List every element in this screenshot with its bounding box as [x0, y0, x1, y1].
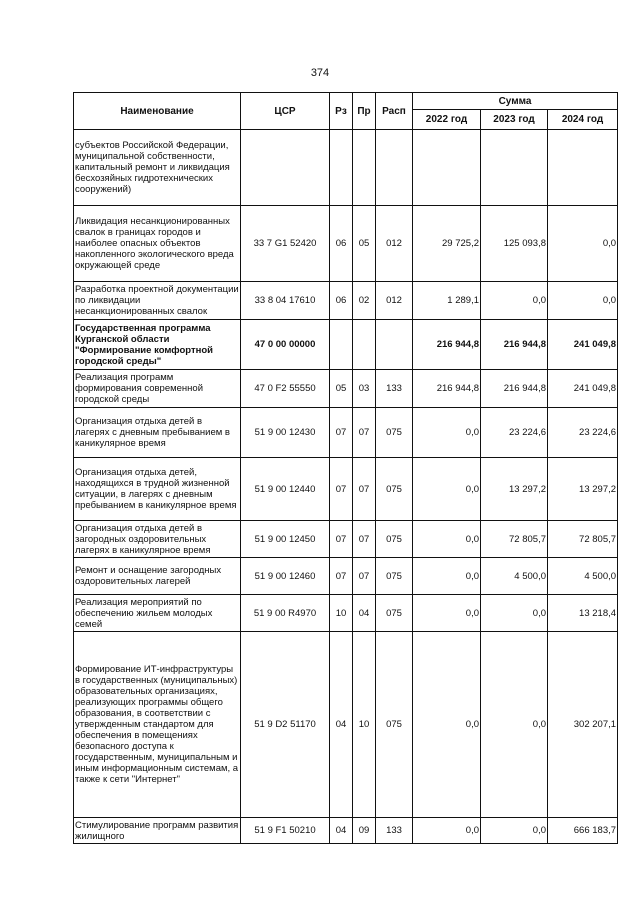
- row-rz: [330, 320, 353, 370]
- row-name: Реализация мероприятий по обеспечению жильем молодых семей: [74, 595, 241, 632]
- header-year-2023: 2023 год: [481, 110, 548, 130]
- row-sum-2023: 0,0: [481, 282, 548, 320]
- row-rasp: [376, 320, 413, 370]
- row-sum-2022: [413, 130, 481, 206]
- row-pr: 03: [353, 370, 376, 408]
- row-rasp: [376, 130, 413, 206]
- row-rz: 06: [330, 282, 353, 320]
- row-name: Реализация программ формирования современной городской среды: [74, 370, 241, 408]
- header-csr: ЦСР: [241, 93, 330, 130]
- row-name: Организация отдыха детей в загородных оздоровительных лагерях в каникулярное время: [74, 521, 241, 558]
- row-sum-2023: 13 297,2: [481, 458, 548, 521]
- row-rz: [330, 130, 353, 206]
- row-rasp: 133: [376, 818, 413, 844]
- row-csr: 51 9 D2 51170: [241, 632, 330, 818]
- table-row: [74, 458, 618, 521]
- row-sum-2024: [548, 130, 618, 206]
- row-sum-2022: 0,0: [413, 818, 481, 844]
- row-name: Ликвидация несанкционированных свалок в границах городов и наиболее опасных объектов накопленного экологического вреда окружающей среде: [74, 206, 241, 282]
- budget-table: [73, 92, 618, 844]
- row-sum-2024: 241 049,8: [548, 370, 618, 408]
- row-sum-2022: 0,0: [413, 458, 481, 521]
- row-csr: 51 9 F1 50210: [241, 818, 330, 844]
- row-pr: 07: [353, 521, 376, 558]
- table-row: [74, 370, 618, 408]
- table-row: [74, 632, 618, 818]
- row-sum-2023: 0,0: [481, 595, 548, 632]
- row-sum-2024: 72 805,7: [548, 521, 618, 558]
- row-name: Организация отдыха детей, находящихся в трудной жизненной ситуации, в лагерях с дневным пребыванием в каникулярное время: [74, 458, 241, 521]
- row-rz: 07: [330, 408, 353, 458]
- row-sum-2024: 13 297,2: [548, 458, 618, 521]
- table-body: [74, 130, 618, 844]
- table-row: [74, 818, 618, 844]
- row-sum-2024: 302 207,1: [548, 632, 618, 818]
- row-pr: 07: [353, 558, 376, 595]
- row-pr: 09: [353, 818, 376, 844]
- header-rz: Рз: [330, 93, 353, 130]
- row-csr: 47 0 F2 55550: [241, 370, 330, 408]
- row-name: субъектов Российской Федерации, муниципальной собственности, капитальный ремонт и ликвидация бесхозяйных гидротехнических сооружений): [74, 130, 241, 206]
- row-rasp: 075: [376, 558, 413, 595]
- row-pr: 07: [353, 408, 376, 458]
- row-pr: [353, 320, 376, 370]
- row-sum-2022: 1 289,1: [413, 282, 481, 320]
- table-row: [74, 521, 618, 558]
- row-sum-2022: 0,0: [413, 521, 481, 558]
- row-name: Ремонт и оснащение загородных оздоровительных лагерей: [74, 558, 241, 595]
- row-sum-2023: 216 944,8: [481, 320, 548, 370]
- row-rz: 10: [330, 595, 353, 632]
- header-pr: Пр: [353, 93, 376, 130]
- row-csr: 51 9 00 12460: [241, 558, 330, 595]
- table-row: [74, 206, 618, 282]
- row-rz: 05: [330, 370, 353, 408]
- table-row: [74, 320, 618, 370]
- row-sum-2022: 0,0: [413, 632, 481, 818]
- header-name: Наименование: [74, 93, 241, 130]
- row-name: Стимулирование программ развития жилищного: [74, 818, 241, 844]
- row-rz: 06: [330, 206, 353, 282]
- row-rz: 07: [330, 521, 353, 558]
- row-rasp: 075: [376, 595, 413, 632]
- row-rasp: 075: [376, 521, 413, 558]
- header-sum: Сумма: [413, 93, 618, 110]
- row-sum-2022: 0,0: [413, 408, 481, 458]
- row-csr: 51 9 00 12450: [241, 521, 330, 558]
- row-sum-2024: 13 218,4: [548, 595, 618, 632]
- row-sum-2023: 72 805,7: [481, 521, 548, 558]
- row-sum-2022: 29 725,2: [413, 206, 481, 282]
- row-pr: 02: [353, 282, 376, 320]
- row-sum-2023: 125 093,8: [481, 206, 548, 282]
- row-csr: 51 9 00 R4970: [241, 595, 330, 632]
- row-sum-2023: 0,0: [481, 818, 548, 844]
- row-csr: 33 8 04 17610: [241, 282, 330, 320]
- row-sum-2023: 4 500,0: [481, 558, 548, 595]
- row-pr: 10: [353, 632, 376, 818]
- row-rasp: 012: [376, 282, 413, 320]
- table-row: [74, 558, 618, 595]
- row-sum-2023: 216 944,8: [481, 370, 548, 408]
- table-row: [74, 595, 618, 632]
- row-pr: 05: [353, 206, 376, 282]
- row-name: Разработка проектной документации по ликвидации несанкционированных свалок: [74, 282, 241, 320]
- row-rz: 07: [330, 558, 353, 595]
- row-sum-2024: 4 500,0: [548, 558, 618, 595]
- row-csr: 51 9 00 12440: [241, 458, 330, 521]
- row-pr: [353, 130, 376, 206]
- table-row: [74, 130, 618, 206]
- row-sum-2024: 241 049,8: [548, 320, 618, 370]
- row-sum-2023: 0,0: [481, 632, 548, 818]
- row-csr: 33 7 G1 52420: [241, 206, 330, 282]
- row-pr: 07: [353, 458, 376, 521]
- row-sum-2022: 0,0: [413, 595, 481, 632]
- row-rasp: 075: [376, 458, 413, 521]
- row-rz: 07: [330, 458, 353, 521]
- header-rasp: Расп: [376, 93, 413, 130]
- row-rz: 04: [330, 818, 353, 844]
- row-name: Формирование ИТ-инфраструктуры в государственных (муниципальных) образовательных организациях, реализующих программы общего образования, в соответствии с утвержденным стандартом для обеспечения в помещениях безопасного доступа к государственным, муниципальным и иным информационным системам, а также к сети "Интернет": [74, 632, 241, 818]
- table-header: [74, 93, 618, 130]
- table-row: [74, 408, 618, 458]
- table-row: [74, 282, 618, 320]
- row-sum-2024: 0,0: [548, 206, 618, 282]
- row-csr: 51 9 00 12430: [241, 408, 330, 458]
- row-rasp: 075: [376, 408, 413, 458]
- row-sum-2024: 23 224,6: [548, 408, 618, 458]
- row-rasp: 012: [376, 206, 413, 282]
- row-sum-2023: [481, 130, 548, 206]
- row-rz: 04: [330, 632, 353, 818]
- row-csr: 47 0 00 00000: [241, 320, 330, 370]
- header-year-2022: 2022 год: [413, 110, 481, 130]
- row-sum-2023: 23 224,6: [481, 408, 548, 458]
- row-rasp: 075: [376, 632, 413, 818]
- row-sum-2022: 216 944,8: [413, 320, 481, 370]
- row-pr: 04: [353, 595, 376, 632]
- row-sum-2024: 666 183,7: [548, 818, 618, 844]
- row-csr: [241, 130, 330, 206]
- row-name: Организация отдыха детей в лагерях с дневным пребыванием в каникулярное время: [74, 408, 241, 458]
- page-number: 374: [310, 67, 330, 79]
- row-sum-2024: 0,0: [548, 282, 618, 320]
- row-sum-2022: 0,0: [413, 558, 481, 595]
- row-rasp: 133: [376, 370, 413, 408]
- header-year-2024: 2024 год: [548, 110, 618, 130]
- row-name: Государственная программа Курганской области "Формирование комфортной городской среды": [74, 320, 241, 370]
- row-sum-2022: 216 944,8: [413, 370, 481, 408]
